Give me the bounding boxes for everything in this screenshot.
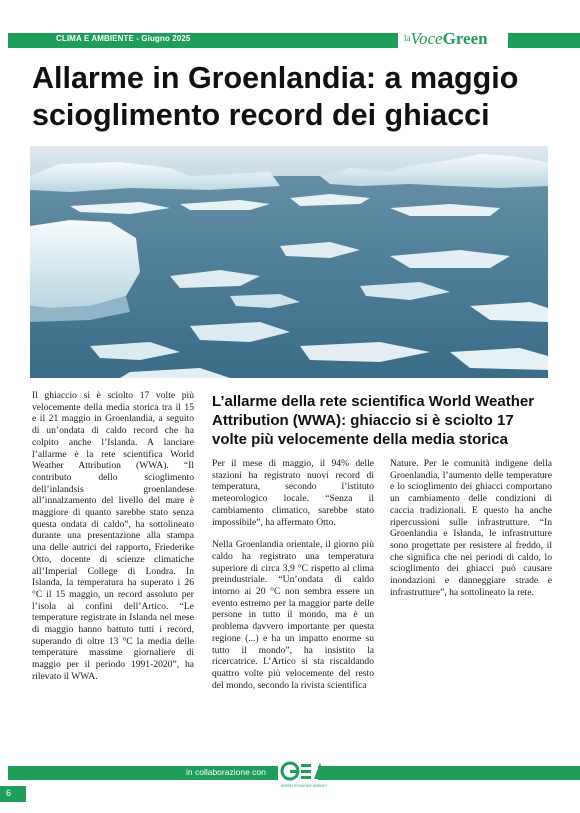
- paragraph: Nella Groenlandia orientale, il giorno più caldo ha registrato una temperatura superiore di circa 3,9 °C rispetto al clima preindustriale. “Un’ondata di caldo intorno ai 20 °C non sembra essere un evento estremo per la maggior parte delle persone in tutto il mondo, ma è un problema davvero importante per questa regione (...) e ha un impatto enorme su tutto il mondo”, ha insistito la ricercatrice. L’Artico si sta riscaldando quattro volte più velocemente del resto del mondo, secondo la rivista scientifica: [212, 539, 374, 691]
- paragraph: Il ghiaccio si è sciolto 17 volte più velocemente della media storica tra il 15 e il 21 maggio in Groenlandia, a seguito di un’ondata di caldo record che ha colpito anche l’Islanda. A lanciare l’allarme è la rete scientifica World Weather Attribution (WWA). “Il contributo dello scioglimento dell’inlandsis groenlandese all’innalzamento del livello del mare è maggiore di quanto sarebbe stato senza questa ondata di caldo”, ha sottolineato durante una presentazione alla stampa una delle autrici del rapporto, Friederike Otto, docente di scienze climatiche all’Imperial College di Londra. In Islanda, la temperatura ha superato i 26 °C il 15 maggio, un record assoluto per l’isola ai confini dell’Artico. “Le temperature registrate in Islanda nel mese di maggio hanno battuto tutti i record, superando di oltre 13 °C la media delle temperature massime giornaliere di maggio per il periodo 1991-2020”, ha rilevato il WWA.: [32, 390, 194, 682]
- article-column-middle: [212, 458, 374, 702]
- paragraph: Nature. Per le comunità indigene della Groenlandia, l’aumento delle temperature e lo scioglimento dei ghiacci comportano un cambiamento delle condizioni di caccia tradizionali. E questo ha anche ripercussioni sulle infrastrutture. “In Groenlandia e Islanda, le infrastrutture sono progettate per resistere al freddo, il che significa che nei periodi di caldo, lo scioglimento dei ghiacci può causare inondazioni e danneggiare strade e infrastrutture”, ha sottolineato la rete.: [390, 458, 552, 598]
- header-band-left: [8, 33, 398, 48]
- brand-voce: Voce: [410, 29, 443, 48]
- gea-logo-icon: [280, 760, 328, 790]
- article-column-left: [32, 390, 194, 694]
- article-column-right: [390, 458, 552, 609]
- collaboration-label: in collaborazione con: [186, 767, 266, 777]
- page-number: 6: [6, 788, 12, 798]
- article-headline: Allarme in Groenlandia: a maggio scioglimento record dei ghiacci: [32, 61, 519, 132]
- brand-la: la: [404, 33, 411, 43]
- footer-band-right: [318, 766, 580, 780]
- icebergs-photo: [30, 146, 548, 378]
- footer-band-left: [8, 766, 278, 780]
- brand-green: Green: [442, 29, 488, 48]
- page-number-tab: [0, 786, 26, 802]
- article-subheadline: L’allarme della rete scientifica World Weather Attribution (WWA): ghiaccio si è sciolto 17 volte più velocemente della media storica: [212, 393, 535, 448]
- paragraph: Per il mese di maggio, il 94% delle stazioni ha registrato nuovi record di temperatura, secondo l’istituto meteorologico locale. “Senza il cambiamento climatico, sarebbe stato impossibile”, ha affermato Otto.: [212, 458, 374, 528]
- header-band-right: [508, 33, 580, 48]
- brand-logo: [404, 29, 506, 51]
- section-label: CLIMA E AMBIENTE - Giugno 2025: [56, 34, 191, 43]
- logo-caption: GREEN ECONOMY AGENCY: [280, 784, 328, 788]
